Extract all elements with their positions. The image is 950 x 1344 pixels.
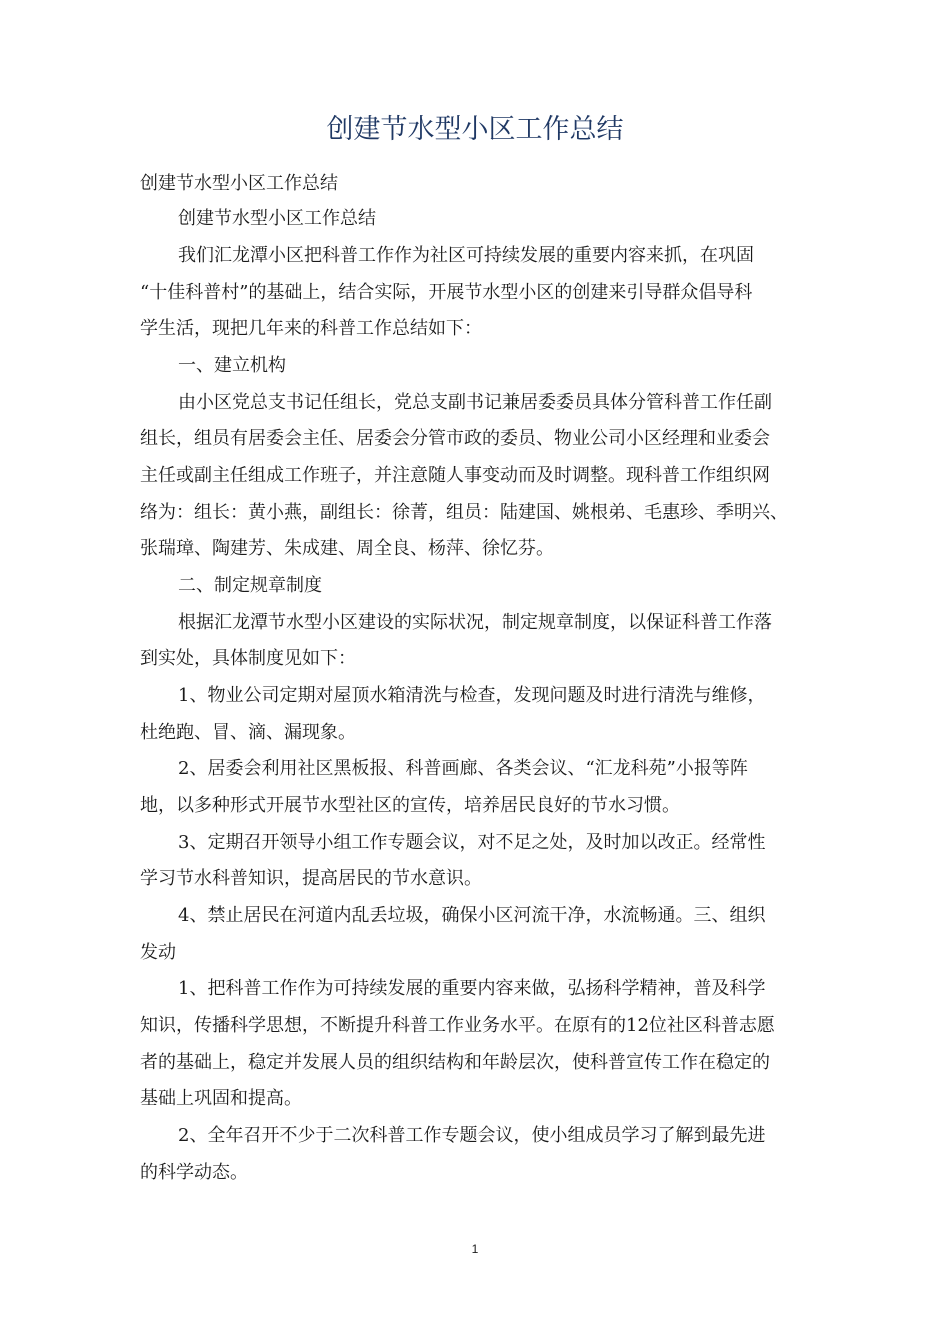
body-line: 1、把科普工作作为可持续发展的重要内容来做，弘扬科学精神，普及科学 — [178, 978, 766, 999]
body-line: 1、物业公司定期对屋顶水箱清洗与检查，发现问题及时进行清洗与维修， — [178, 685, 766, 706]
body-line: 杜绝跑、冒、滴、漏现象。 — [140, 722, 356, 743]
body-line: 根据汇龙潭节水型小区建设的实际状况，制定规章制度，以保证科普工作落 — [178, 612, 772, 633]
section-heading: 二、制定规章制度 — [178, 575, 322, 596]
body-line: 张瑞璋、陶建芳、朱成建、周全良、杨萍、徐忆芬。 — [140, 538, 554, 559]
body-line: 者的基础上，稳定并发展人员的组织结构和年龄层次，使科普宣传工作在稳定的 — [140, 1052, 770, 1073]
body-line: 络为：组长：黄小燕，副组长：徐菁，组员：陆建国、姚根弟、毛惠珍、季明兴、 — [140, 502, 788, 523]
page-number: 1 — [471, 1242, 479, 1256]
body-line: 学习节水科普知识，提高居民的节水意识。 — [140, 868, 482, 889]
body-line: 到实处，具体制度见如下： — [140, 648, 356, 669]
body-line: 学生活，现把几年来的科普工作总结如下： — [140, 318, 482, 339]
body-line: 基础上巩固和提高。 — [140, 1088, 302, 1109]
body-line: 创建节水型小区工作总结 — [140, 173, 338, 194]
body-line: 组长，组员有居委会主任、居委会分管市政的委员、物业公司小区经理和业委会 — [140, 428, 770, 449]
section-heading: 一、建立机构 — [178, 355, 286, 376]
body-line: 3、定期召开领导小组工作专题会议，对不足之处，及时加以改正。经常性 — [178, 832, 766, 853]
body-line: 的科学动态。 — [140, 1162, 248, 1183]
body-line: 知识，传播科学思想，不断提升科普工作业务水平。在原有的12位社区科普志愿 — [140, 1015, 775, 1036]
body-line: 2、全年召开不少于二次科普工作专题会议，使小组成员学习了解到最先进 — [178, 1125, 766, 1146]
body-line: “十佳科普村”的基础上，结合实际，开展节水型小区的创建来引导群众倡导科 — [140, 282, 753, 303]
document-title: 创建节水型小区工作总结 — [326, 114, 624, 145]
body-line: 由小区党总支书记任组长，党总支副书记兼居委委员具体分管科普工作任副 — [178, 392, 772, 413]
body-line: 我们汇龙潭小区把科普工作作为社区可持续发展的重要内容来抓，在巩固 — [178, 245, 754, 266]
body-line: 创建节水型小区工作总结 — [178, 208, 376, 229]
body-line: 4、禁止居民在河道内乱丢垃圾，确保小区河流干净，水流畅通。三、组织 — [178, 905, 766, 926]
body-line: 发动 — [140, 942, 176, 963]
body-line: 2、居委会利用社区黑板报、科普画廊、各类会议、“汇龙科苑”小报等阵 — [178, 758, 748, 779]
body-line: 主任或副主任组成工作班子，并注意随人事变动而及时调整。现科普工作组织网 — [140, 465, 770, 486]
body-line: 地，以多种形式开展节水型社区的宣传，培养居民良好的节水习惯。 — [140, 795, 680, 816]
